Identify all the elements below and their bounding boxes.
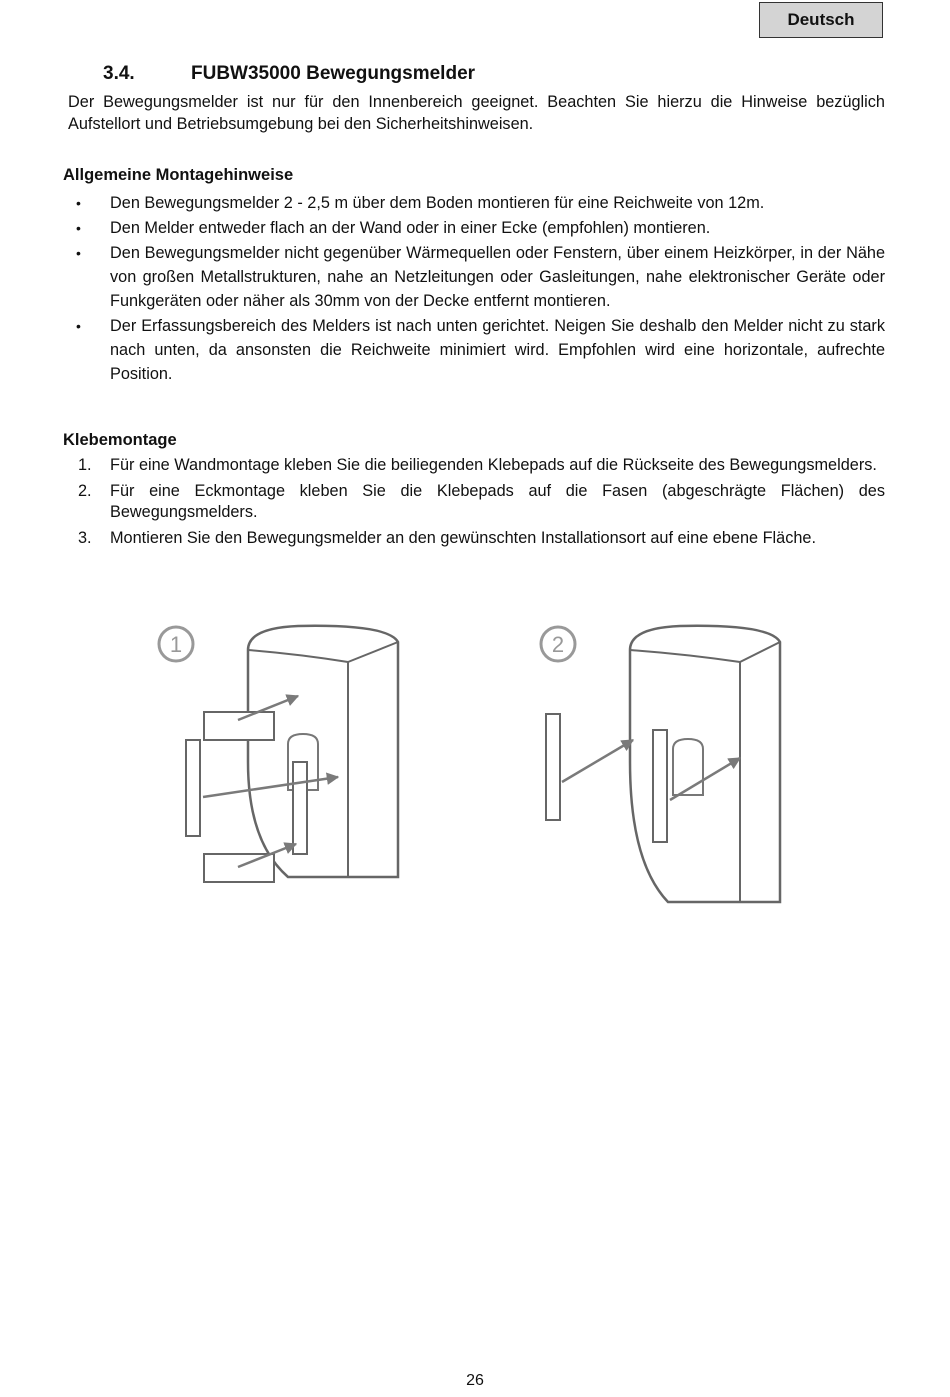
list-item [63, 481, 885, 524]
adhesive-pad [186, 740, 200, 836]
step-text: Montieren Sie den Bewegungsmelder an den gewünschten Installationsort auf eine ebene Fläche. [110, 528, 816, 547]
adhesive-heading: Klebemontage [63, 431, 177, 449]
list-item: • Der Erfassungsbereich des Melders ist nach unten gerichtet. Neigen Sie deshalb den Melder nicht zu stark nach unten, da ansonsten die Reichweite minimiert wird. Empfohlen wird eine horizontale, aufrechte Position. [63, 314, 885, 386]
list-item: • Den Bewegungsmelder 2 - 2,5 m über dem Boden montieren für eine Reichweite von 12m. [63, 191, 885, 215]
detector-body [248, 626, 398, 877]
general-list [63, 191, 885, 387]
step-number: 2. [78, 481, 92, 500]
page-number: 26 [466, 1372, 484, 1389]
adhesive-steps [63, 455, 885, 553]
list-item [63, 528, 885, 550]
step-text: Für eine Eckmontage kleben Sie die Klebepads auf die Fasen (abgeschrägte Flächen) des Bewegungsmelders. [110, 481, 885, 521]
section-number: 3.4. [103, 63, 135, 84]
intro-paragraph: Der Bewegungsmelder ist nur für den Innenbereich geeignet. Beachten Sie hierzu die Hinweise bezüglich Aufstellort und Betriebsumgebung bei den Sicherheitshinweisen. [68, 93, 885, 133]
step-number: 1. [78, 456, 92, 474]
adhesive-pad [204, 712, 274, 740]
step-label-1: 1 [169, 632, 183, 657]
step-text: Für eine Wandmontage kleben Sie die beiliegenden Klebepads auf die Rückseite des Bewegungsmelders. [110, 456, 877, 474]
arrow [562, 740, 633, 782]
adhesive-pad [546, 714, 560, 820]
adhesive-pad [293, 762, 307, 854]
list-item: • Den Bewegungsmelder nicht gegenüber Wärmequellen oder Fenstern, über einem Heizkörper, in der Nähe von großen Metallstrukturen, nahe an Netzleitungen oder Gasleitungen, nahe elektronischer Geräte oder Funkgeräten oder näher als 30mm von der Decke entfernt montieren. [63, 241, 885, 313]
list-item: • Den Melder entweder flach an der Wand oder in einer Ecke (empfohlen) montieren. [63, 216, 885, 240]
step-number: 3. [78, 528, 92, 547]
list-item [63, 455, 885, 477]
step-label-2: 2 [551, 632, 565, 657]
general-heading: Allgemeine Montagehinweise [63, 166, 294, 184]
language-tab: Deutsch [759, 2, 883, 38]
figure-2-corner-mount [541, 626, 780, 902]
figure-1-wall-mount [159, 626, 398, 882]
mounting-illustration [148, 612, 798, 912]
section-title: FUBW35000 Bewegungsmelder [191, 63, 476, 84]
mounting-slot [673, 739, 703, 795]
adhesive-pad [653, 730, 667, 842]
